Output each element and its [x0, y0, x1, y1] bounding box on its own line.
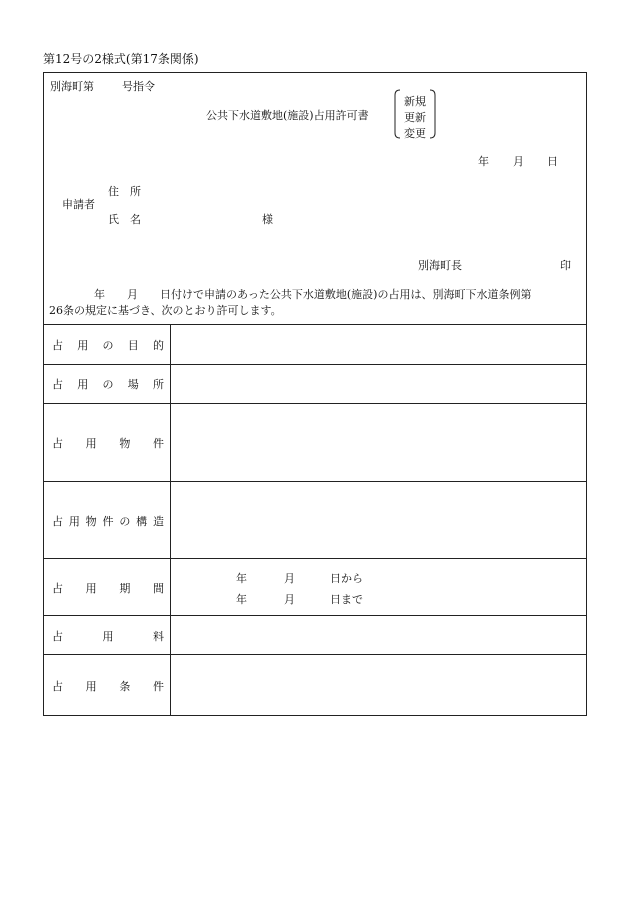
issuer-seal: 印: [560, 259, 571, 272]
row-label-fee: 占 用 料: [52, 630, 164, 643]
row-divider: [44, 481, 586, 482]
statement-line-1: 年 月 日付けで申請のあった公共下水道敷地(施設)の占用は、別海町下水道条例第: [94, 288, 532, 301]
row-label-purpose: 占 用 の 目 的: [52, 339, 164, 352]
period-to-day: 日まで: [330, 593, 363, 606]
period-to-year: 年: [236, 593, 247, 606]
ref-prefix: 別海町第: [50, 80, 94, 93]
row-label-period: 占 用 期 間: [52, 582, 164, 595]
table-top-border: [44, 324, 586, 325]
date-day: 日: [547, 155, 558, 168]
applicant-label: 申請者: [62, 198, 95, 211]
period-from-year: 年: [236, 572, 247, 585]
row-divider: [44, 654, 586, 655]
honorific: 様: [262, 213, 273, 226]
row-divider: [44, 615, 586, 616]
row-divider: [44, 558, 586, 559]
row-divider: [44, 403, 586, 404]
row-label-conditions: 占 用 条 件: [52, 680, 164, 693]
period-to-month: 月: [284, 593, 295, 606]
period-from-day: 日から: [330, 572, 363, 585]
date-year: 年: [478, 155, 489, 168]
ref-suffix: 号指令: [122, 80, 155, 93]
name-label: 氏 名: [108, 213, 141, 226]
type-option-new: 新規: [404, 95, 426, 108]
row-label-structure: 占 用 物 件 の 構 造: [52, 515, 164, 528]
address-label: 住 所: [108, 185, 141, 198]
row-label-object: 占 用 物 件: [52, 437, 164, 450]
document-title: 公共下水道敷地(施設)占用許可書: [206, 109, 369, 122]
column-divider: [170, 324, 171, 716]
period-from-month: 月: [284, 572, 295, 585]
row-divider: [44, 364, 586, 365]
form-number: 第12号の2様式(第17条関係): [43, 52, 199, 66]
issuer-name: 別海町長: [418, 259, 462, 272]
date-month: 月: [513, 155, 524, 168]
type-option-change: 変更: [404, 127, 426, 140]
permit-form: [43, 72, 587, 716]
row-label-location: 占 用 の 場 所: [52, 378, 164, 391]
type-option-renew: 更新: [404, 111, 426, 124]
statement-line-2: 26条の規定に基づき、次のとおり許可します。: [49, 304, 282, 317]
